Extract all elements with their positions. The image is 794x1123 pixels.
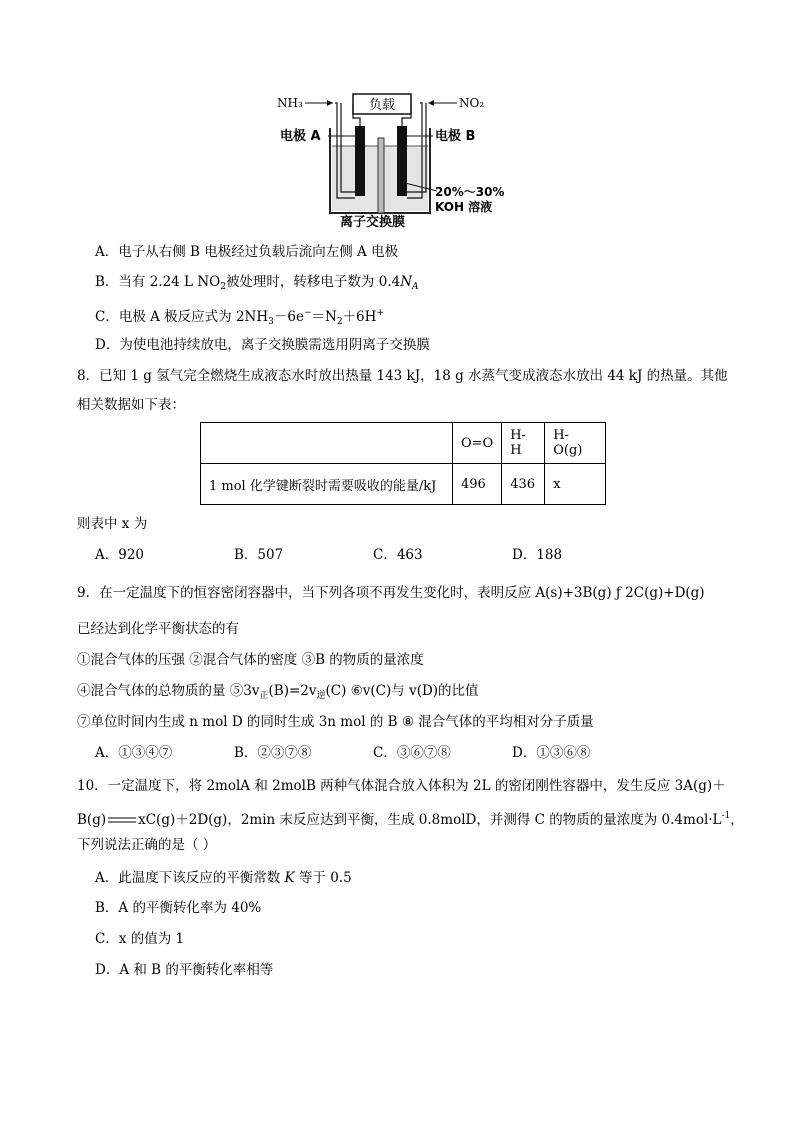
- table-cell: 436: [502, 464, 545, 505]
- q10-option-a: A．此温度下该反应的平衡常数 K 等于 0.5: [95, 870, 352, 886]
- q10-option-d: D．A 和 B 的平衡转化率相等: [95, 962, 274, 978]
- q9-option-c: C．③⑥⑦⑧: [373, 745, 451, 761]
- q7-option-a: A．电子从右侧 B 电极经过负载后流向左侧 A 电极: [95, 244, 399, 260]
- q9-option-a: A．①③④⑦: [95, 745, 173, 761]
- q8-stem-line1: 8．已知 1 g 氢气完全燃烧生成液态水时放出热量 143 kJ，18 g 水蒸气变成液态水放出 44 kJ 的热量。其他: [77, 368, 728, 384]
- q9-items-1: ①混合气体的压强 ②混合气体的密度 ③B 的物质的量浓度: [77, 652, 424, 668]
- q9-items-3: ⑦单位时间内生成 n mol D 的同时生成 3n mol 的 B ⑧ 混合气体的平均相对分子质量: [77, 714, 594, 730]
- table-cell: O=O: [453, 423, 502, 464]
- q7-option-c: C．电极 A 极反应式为 $2NH_3-6e^-=N_2+6H^+$: [95, 308, 384, 327]
- q10-option-b: B．A 的平衡转化率为 40%: [95, 900, 262, 916]
- table-cell: H-H: [502, 423, 545, 464]
- q8-option-d: D．188: [512, 547, 563, 563]
- q9-stem-line1: 9．在一定温度下的恒容密闭容器中，当下列各项不再发生变化时，表明反应 A(s)+3B(g) ƒ 2C(g)+D(g): [77, 585, 705, 601]
- electrode-b-label: 电极 B: [435, 129, 476, 144]
- koh-pct-label: 20%～30%: [435, 185, 505, 199]
- q8-option-b: B．507: [234, 547, 284, 563]
- electrode-b-rod: [397, 126, 407, 196]
- table-cell: 496: [453, 464, 502, 505]
- q10-stem-line1: 10．一定温度下，将 2molA 和 2molB 两种气体混合放入体积为 2L 的密闭刚性容器中，发生反应 3A(g)＋: [77, 778, 726, 794]
- electrode-a-label: 电极 A: [280, 129, 321, 144]
- ion-exchange-membrane: [378, 138, 384, 213]
- q9-options: [95, 744, 651, 762]
- q9-option-d: D．①③⑥⑧: [512, 745, 591, 761]
- q8-options: [95, 546, 651, 564]
- q7-option-b: B．当有 2.24 L $NO_2$被处理时，转移电子数为 $0.4N_A$: [95, 274, 419, 292]
- q7-option-d: D．为使电池持续放电，离子交换膜需选用阴离子交换膜: [95, 337, 430, 353]
- no2-label: NO₂: [459, 96, 485, 110]
- q10-stem-line3: 下列说法正确的是（ ）: [77, 837, 217, 853]
- q9-items-2: ④混合气体的总物质的量 $⑤3v_正(B)=2v_逆(C)$ ⑥v(C)与 v(D)的比值: [77, 683, 479, 701]
- table-row: [201, 464, 606, 505]
- table-cell: H-O(g): [545, 423, 606, 464]
- equilibrium-arrow: [106, 812, 138, 830]
- membrane-label: 离子交换膜: [340, 215, 406, 228]
- table-header-row: [201, 423, 606, 464]
- bond-energy-table: [200, 422, 606, 505]
- load-label: 负载: [368, 98, 396, 113]
- q9-option-b: B．②③⑦⑧: [234, 745, 312, 761]
- table-cell: 1 mol 化学键断裂时需要吸收的能量/kJ: [201, 464, 453, 505]
- q10-stem-line2: B(g) xC(g)＋2D(g)，2min 末反应达到平衡，生成 0.8molD，并测得 C 的物质的量浓度为 $0.4mol\cdot L^{-1}$，: [77, 811, 744, 828]
- electrode-a-rod: [355, 126, 365, 196]
- q9-stem-line2: 已经达到化学平衡状态的有: [77, 621, 239, 637]
- q8-stem-line2: 相关数据如下表：: [77, 397, 185, 413]
- q8-option-a: A．920: [95, 547, 145, 563]
- q10-option-c: C．x 的值为 1: [95, 931, 185, 947]
- table-cell: [201, 423, 453, 464]
- q8-option-c: C．463: [373, 547, 423, 563]
- q8-ask: 则表中 x 为: [77, 516, 148, 532]
- fuel-cell-diagram: [275, 88, 511, 228]
- nh3-label: NH₃: [277, 96, 303, 110]
- table-cell: x: [545, 464, 606, 505]
- koh-label: KOH 溶液: [435, 200, 493, 214]
